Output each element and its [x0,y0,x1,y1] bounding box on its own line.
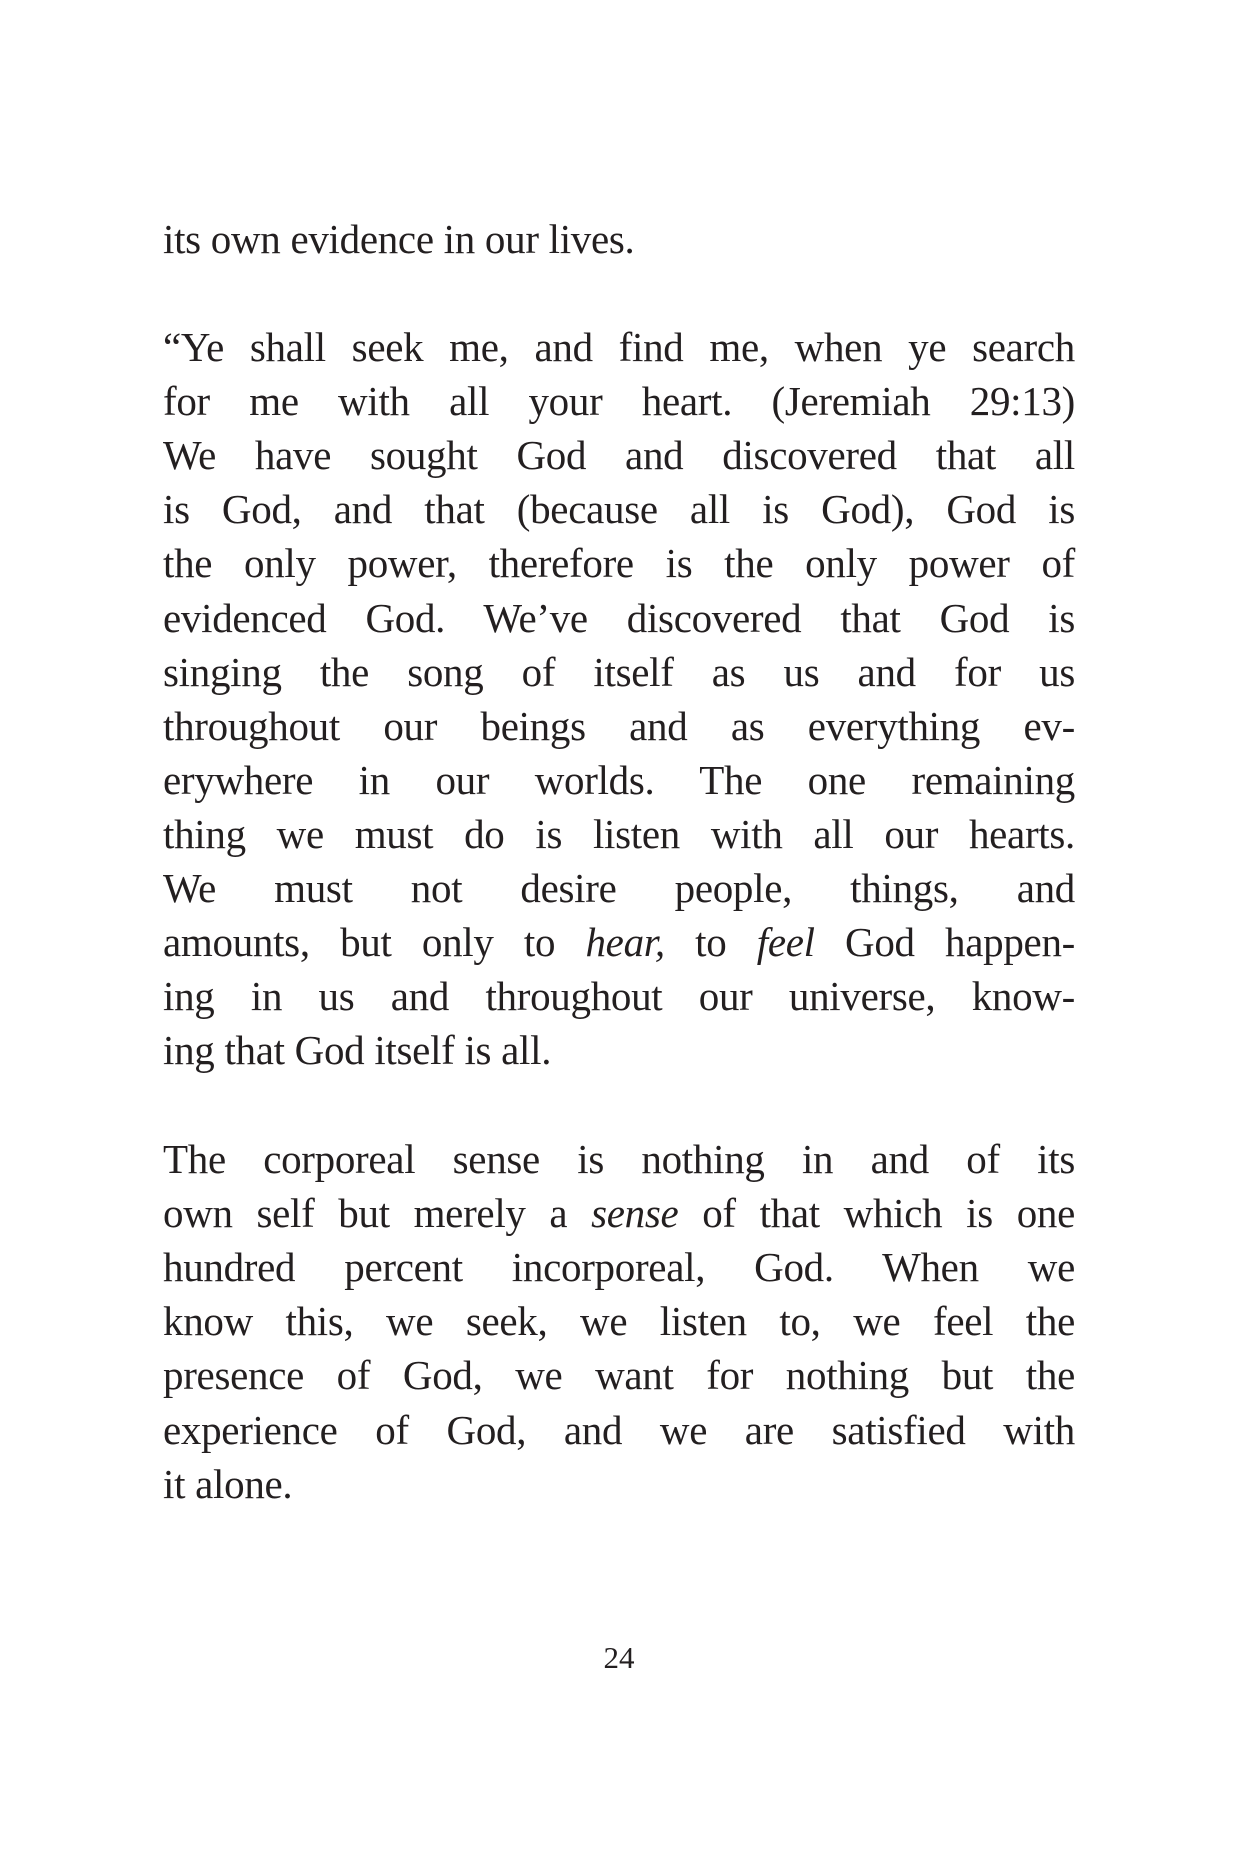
text-line [163,1240,1075,1294]
text-span: throughout our beings and as everything ev- [163,702,1075,749]
text-span: its own evidence in our lives. [163,216,635,262]
text-line [163,1023,1075,1077]
text-span: evidenced God. We’ve discovered that God is [163,594,1075,641]
text-line [163,320,1075,374]
text-span: ing in us and throughout our universe, know- [163,973,1075,1020]
text-line [163,915,1075,969]
italic-text: feel [756,919,815,966]
text-span: hundred percent incorporeal, God. When we [163,1244,1075,1291]
text-line [163,1132,1075,1186]
text-line [163,807,1075,861]
text-span: know this, we seek, we listen to, we feel the [163,1298,1075,1345]
text-span: thing we must do is listen with all our hearts. [163,810,1075,857]
page-number: 24 [603,1640,635,1675]
text-line [163,482,1075,536]
text-line [163,1186,1075,1240]
text-span: the only power, therefore is the only power of [163,540,1075,587]
text-line [163,428,1075,482]
text-line [163,212,1075,266]
text-line [163,1457,1075,1511]
text-span: is God, and that (because all is God), God is [163,486,1075,533]
text-line [163,591,1075,645]
text-line [163,699,1075,753]
text-line [163,536,1075,590]
text-span: erywhere in our worlds. The one remaining [163,756,1075,803]
text-line [163,374,1075,428]
text-line [163,1403,1075,1457]
text-span: We must not desire people, things, and [163,865,1075,911]
italic-text: hear, [585,919,665,966]
text-line [163,753,1075,807]
text-line [163,1348,1075,1402]
text-span: God happen- [814,919,1075,966]
text-span: singing the song of itself as us and for us [163,648,1075,695]
text-span: “Ye shall seek me, and find me, when ye search [163,324,1075,370]
italic-text: sense [591,1190,679,1237]
text-line [163,1294,1075,1348]
text-span: The corporeal sense is nothing in and of its [163,1136,1075,1182]
text-span: own self but merely a [163,1190,592,1237]
text-span: ing that God itself is all. [163,1027,552,1074]
text-span: amounts, but only to [163,919,586,966]
text-span: it alone. [163,1460,293,1507]
text-span: presence of God, we want for nothing but the [163,1352,1075,1399]
text-span: We have sought God and discovered that all [163,432,1075,479]
text-line [163,645,1075,699]
text-span: of that which is one [678,1190,1075,1237]
text-span: for me with all your heart. (Jeremiah 29:13) [163,378,1075,425]
text-span: experience of God, and we are satisfied with [163,1406,1075,1453]
text-line [163,969,1075,1023]
text-span: to [664,919,757,966]
text-line [163,861,1075,915]
